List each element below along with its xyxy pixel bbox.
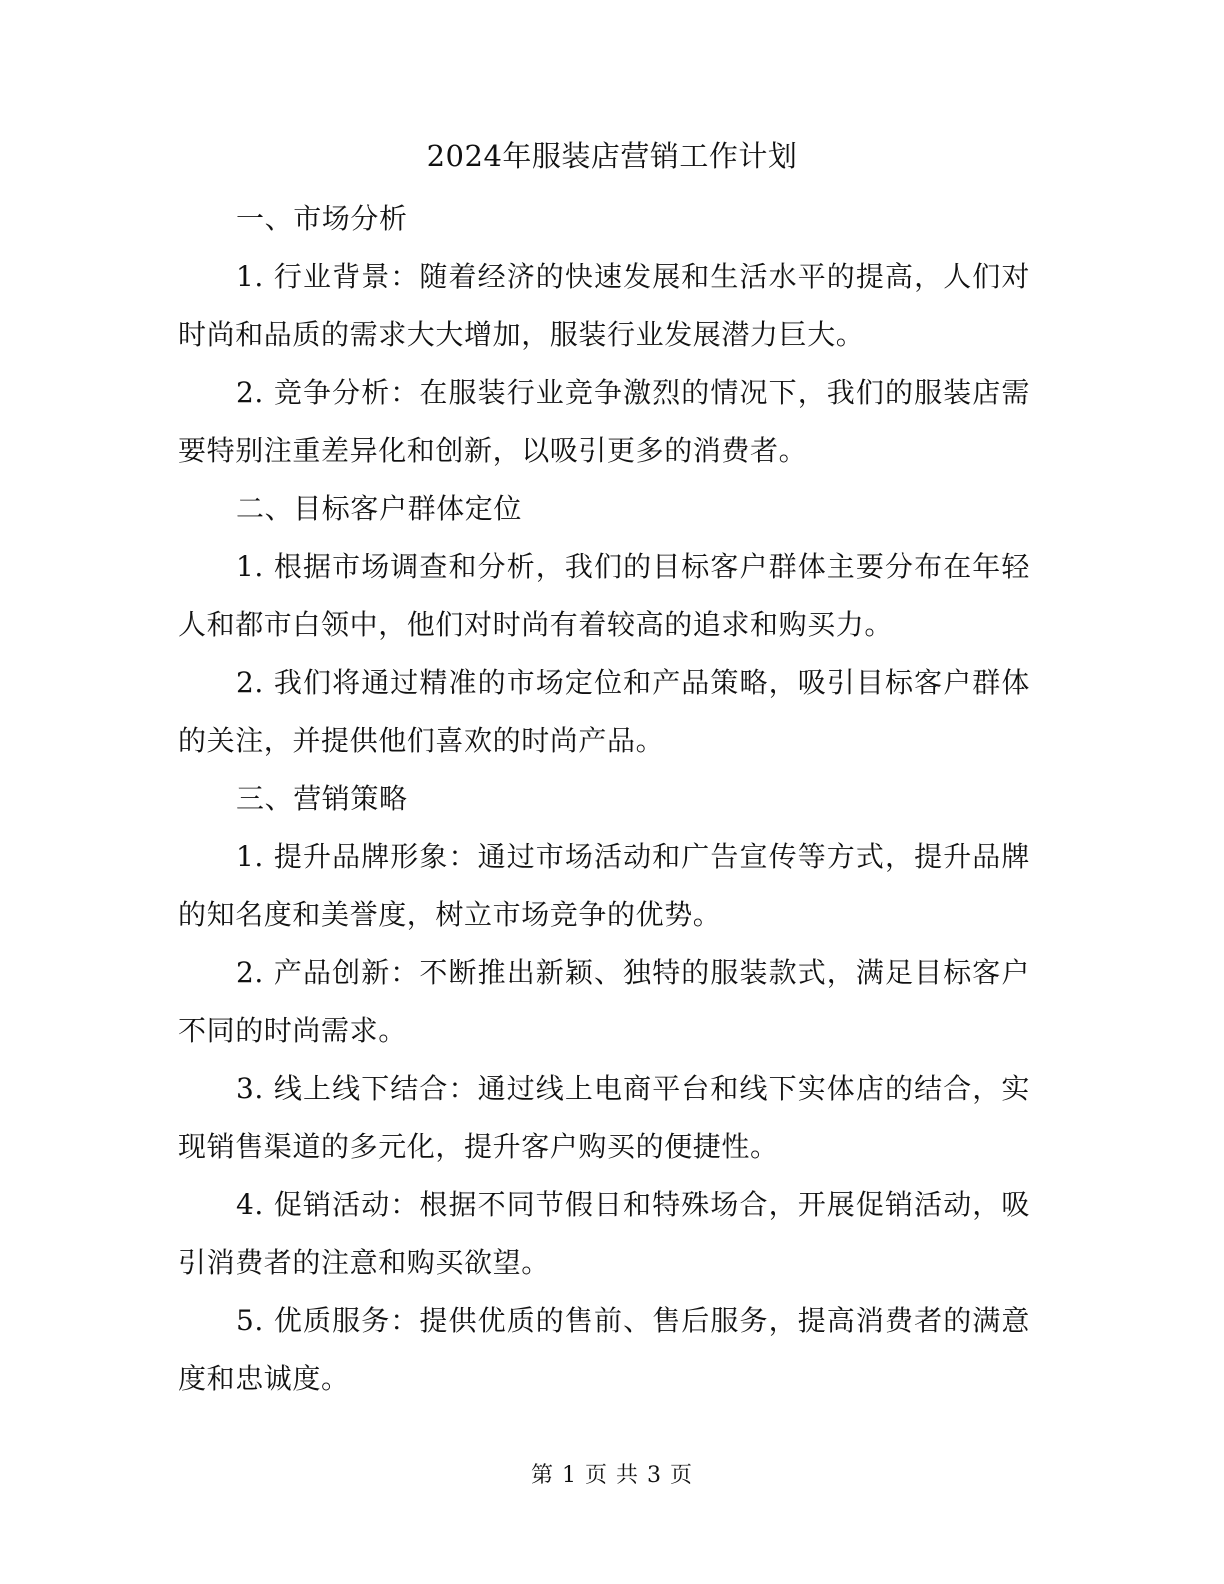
document-title: 2024年服装店营销工作计划 (426, 139, 798, 173)
paragraph-competition-analysis: 2. 竞争分析：在服装行业竞争激烈的情况下，我们的服装店需要特别注重差异化和创新，以吸引更多的消费者。 (178, 376, 1030, 467)
paragraph-target-group: 1. 根据市场调查和分析，我们的目标客户群体主要分布在年轻人和都市白领中，他们对时尚有着较高的追求和购买力。 (178, 550, 1030, 641)
paragraph-market-positioning: 2. 我们将通过精准的市场定位和产品策略，吸引目标客户群体的关注，并提供他们喜欢的时尚产品。 (178, 666, 1030, 757)
paragraph-quality-service: 5. 优质服务：提供优质的售前、售后服务，提高消费者的满意度和忠诚度。 (178, 1304, 1030, 1395)
page-number-footer: 第 1 页 共 3 页 (531, 1463, 693, 1488)
paragraph-product-innovation: 2. 产品创新：不断推出新颖、独特的服装款式，满足目标客户不同的时尚需求。 (178, 956, 1030, 1047)
section-heading-market-analysis: 一、市场分析 (236, 202, 408, 235)
paragraph-industry-background: 1. 行业背景：随着经济的快速发展和生活水平的提高，人们对时尚和品质的需求大大增加，服装行业发展潜力巨大。 (178, 260, 1030, 351)
document-body (178, 190, 1030, 1408)
paragraph-online-offline: 3. 线上线下结合：通过线上电商平台和线下实体店的结合，实现销售渠道的多元化，提升客户购买的便捷性。 (178, 1072, 1030, 1163)
paragraph-brand-image: 1. 提升品牌形象：通过市场活动和广告宣传等方式，提升品牌的知名度和美誉度，树立市场竞争的优势。 (178, 840, 1030, 931)
section-heading-marketing-strategy: 三、营销策略 (236, 782, 408, 815)
section-heading-target-customers: 二、目标客户群体定位 (236, 492, 523, 525)
paragraph-promotions: 4. 促销活动：根据不同节假日和特殊场合，开展促销活动，吸引消费者的注意和购买欲望。 (178, 1188, 1030, 1279)
